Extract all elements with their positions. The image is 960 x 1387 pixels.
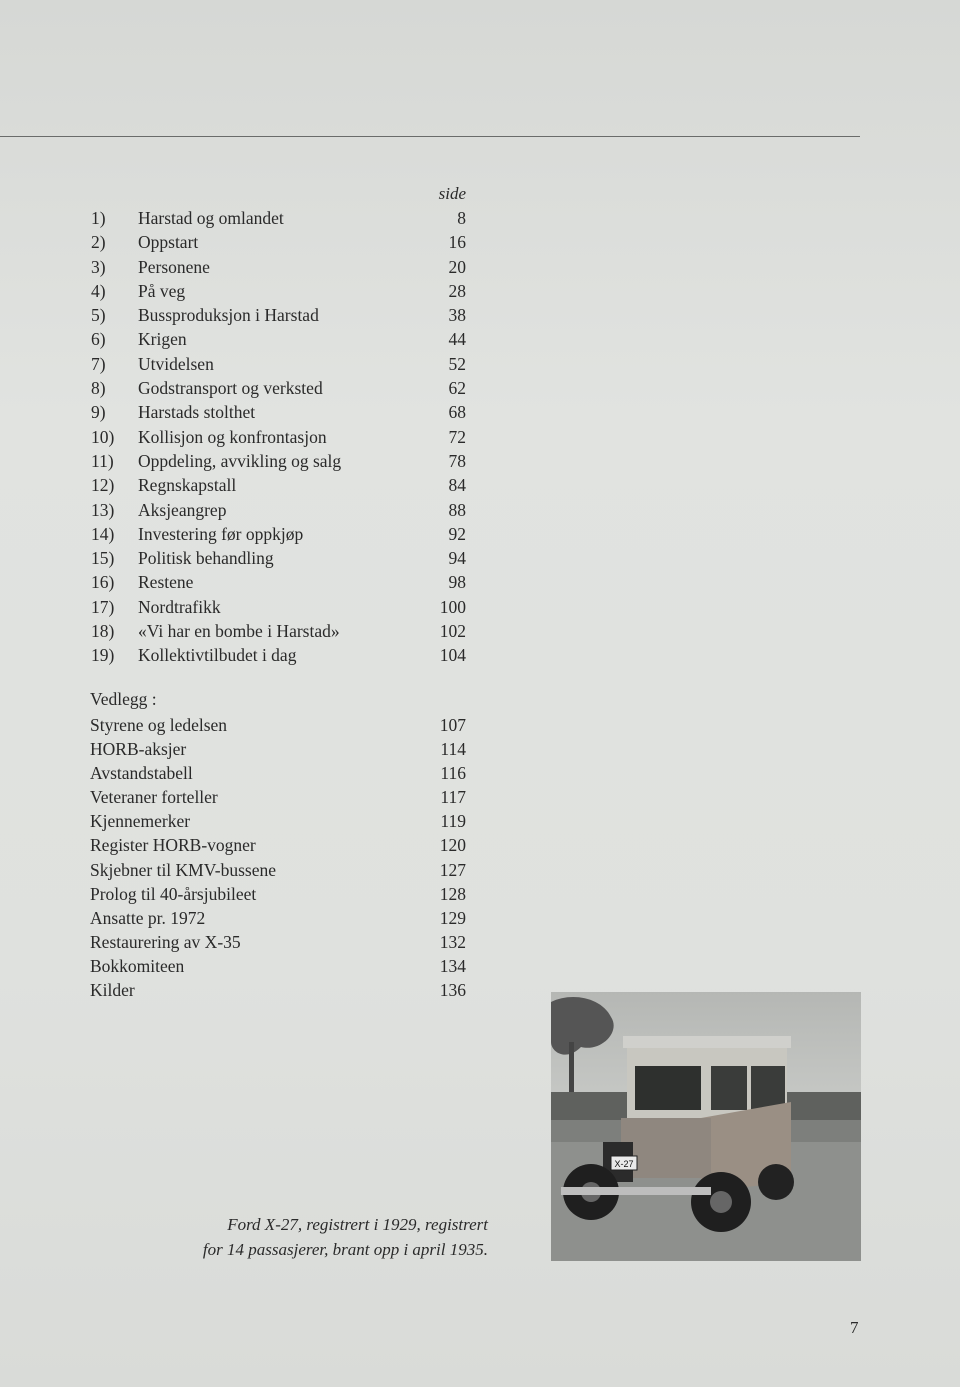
chapter-number: 18) [91, 621, 115, 642]
chapter-number: 9) [91, 402, 106, 423]
appendix-page: 129 [439, 907, 466, 928]
toc-entry [88, 400, 466, 424]
toc-entry [88, 546, 466, 570]
toc-entry [88, 206, 466, 230]
chapter-page: 98 [448, 572, 466, 593]
chapter-number: 10) [91, 426, 115, 447]
chapter-number: 12) [91, 475, 115, 496]
chapter-title: Nordtrafikk [138, 596, 221, 617]
appendix-title: Styrene og ledelsen [90, 715, 228, 735]
chapter-title: Politisk behandling [138, 548, 274, 569]
appendix-page: 127 [439, 859, 466, 880]
chapter-page: 52 [448, 353, 466, 374]
appendix-title: Avstandstabell [90, 763, 193, 784]
chapter-title: Harstads stolthet [138, 402, 256, 423]
appendix-entry [90, 785, 466, 809]
appendix-page: 136 [439, 980, 466, 1001]
chapter-title: Godstransport og verksted [138, 378, 323, 399]
chapter-page: 16 [448, 232, 466, 253]
chapter-number: 7) [91, 353, 106, 374]
chapter-title: Harstad og omlandet [138, 208, 284, 228]
appendix-title: Veteraner forteller [90, 787, 218, 808]
appendix-entry [90, 882, 466, 906]
chapter-page: 68 [448, 402, 466, 423]
chapter-page: 104 [439, 645, 466, 666]
chapter-page: 84 [448, 475, 466, 496]
chapter-page: 38 [448, 305, 466, 326]
chapter-title: Personene [138, 256, 210, 277]
appendix-entry [90, 737, 466, 761]
page-number: 7 [850, 1318, 859, 1337]
chapter-page: 20 [448, 256, 466, 277]
appendix-page: 132 [439, 931, 466, 952]
toc-entry [88, 449, 466, 473]
chapter-title: Krigen [138, 329, 187, 350]
chapter-title: Oppstart [138, 232, 199, 253]
table-of-contents [88, 206, 466, 668]
appendix-entry [90, 858, 466, 882]
appendix-title: Bokkomiteen [90, 955, 185, 976]
appendix-title: Skjebner til KMV-bussene [90, 859, 277, 880]
toc-entry [88, 230, 466, 254]
appendix-title: Kilder [90, 980, 135, 1001]
toc-entry [88, 643, 466, 667]
chapter-page: 62 [448, 378, 466, 399]
chapter-title: På veg [138, 280, 186, 301]
chapter-title: Bussproduksjon i Harstad [138, 305, 319, 326]
appendix-entry [90, 761, 466, 785]
chapter-title: Investering før oppkjøp [138, 523, 304, 544]
chapter-number: 16) [91, 572, 115, 593]
chapter-title: Kollisjon og konfrontasjon [138, 426, 327, 447]
bus-photo [551, 992, 861, 1261]
chapter-number: 4) [91, 280, 106, 301]
appendix-list [90, 713, 466, 1002]
appendix-heading: Vedlegg : [90, 689, 157, 709]
chapter-page: 92 [448, 523, 466, 544]
chapter-number: 15) [91, 548, 115, 569]
toc-entry [88, 522, 466, 546]
appendix-entry [90, 978, 466, 1002]
chapter-number: 3) [91, 256, 106, 277]
chapter-page: 94 [448, 548, 466, 569]
appendix-page: 117 [440, 787, 466, 808]
toc-entry [88, 595, 466, 619]
toc-entry [88, 570, 466, 594]
appendix-entry [90, 954, 466, 978]
appendix-page: 119 [440, 811, 466, 832]
chapter-page: 28 [448, 280, 466, 301]
appendix-page: 116 [440, 763, 466, 784]
chapter-number: 1) [91, 208, 106, 228]
chapter-title: Utvidelsen [138, 353, 214, 374]
appendix-page: 114 [440, 739, 466, 760]
chapter-title: Regnskapstall [138, 475, 237, 496]
chapter-page: 44 [448, 329, 466, 350]
page-column-label: side [438, 184, 466, 203]
toc-entry [88, 352, 466, 376]
appendix-entry [90, 930, 466, 954]
toc-entry [88, 255, 466, 279]
chapter-number: 13) [91, 499, 115, 520]
toc-entry [88, 425, 466, 449]
appendix-page: 107 [439, 715, 466, 735]
appendix-title: Restaurering av X-35 [90, 931, 241, 952]
chapter-title: Kollektivtilbudet i dag [138, 645, 297, 666]
toc-entry [88, 498, 466, 522]
chapter-number: 19) [91, 645, 115, 666]
appendix-page: 120 [439, 835, 466, 856]
license-plate: X-27 [614, 1159, 634, 1169]
toc-entry [88, 376, 466, 400]
appendix-title: Prolog til 40-årsjubileet [90, 883, 257, 904]
chapter-number: 8) [91, 378, 106, 399]
chapter-number: 11) [91, 450, 114, 471]
appendix-entry [90, 906, 466, 930]
appendix-entry [90, 833, 466, 857]
appendix-entry [90, 713, 466, 737]
toc-entry [88, 619, 466, 643]
toc-entry [88, 279, 466, 303]
chapter-title: Restene [138, 572, 194, 593]
toc-entry [88, 327, 466, 351]
chapter-page: 102 [439, 621, 466, 642]
chapter-page: 88 [448, 499, 466, 520]
appendix-title: HORB-aksjer [90, 739, 187, 760]
chapter-number: 5) [91, 305, 106, 326]
chapter-page: 78 [448, 450, 466, 471]
header-rule [0, 136, 860, 137]
chapter-page: 72 [448, 426, 466, 447]
chapter-title: «Vi har en bombe i Harstad» [138, 621, 340, 642]
chapter-page: 100 [439, 596, 466, 617]
appendix-page: 128 [439, 883, 466, 904]
toc-entry [88, 303, 466, 327]
appendix-page: 134 [439, 955, 466, 976]
toc-entry [88, 473, 466, 497]
chapter-page: 8 [457, 208, 466, 228]
chapter-number: 14) [91, 523, 115, 544]
chapter-number: 17) [91, 596, 115, 617]
appendix-entry [90, 809, 466, 833]
appendix-title: Ansatte pr. 1972 [90, 907, 206, 928]
caption-line-2: for 14 passasjerer, brant opp i april 1935. [202, 1240, 488, 1259]
appendix-title: Register HORB-vogner [90, 835, 256, 856]
chapter-number: 6) [91, 329, 106, 350]
chapter-number: 2) [91, 232, 106, 253]
chapter-title: Oppdeling, avvikling og salg [138, 450, 342, 471]
chapter-title: Aksjeangrep [138, 499, 227, 520]
caption-line-1: Ford X-27, registrert i 1929, registrert [227, 1215, 488, 1234]
photo-caption [160, 1212, 488, 1262]
appendix-title: Kjennemerker [90, 811, 191, 832]
